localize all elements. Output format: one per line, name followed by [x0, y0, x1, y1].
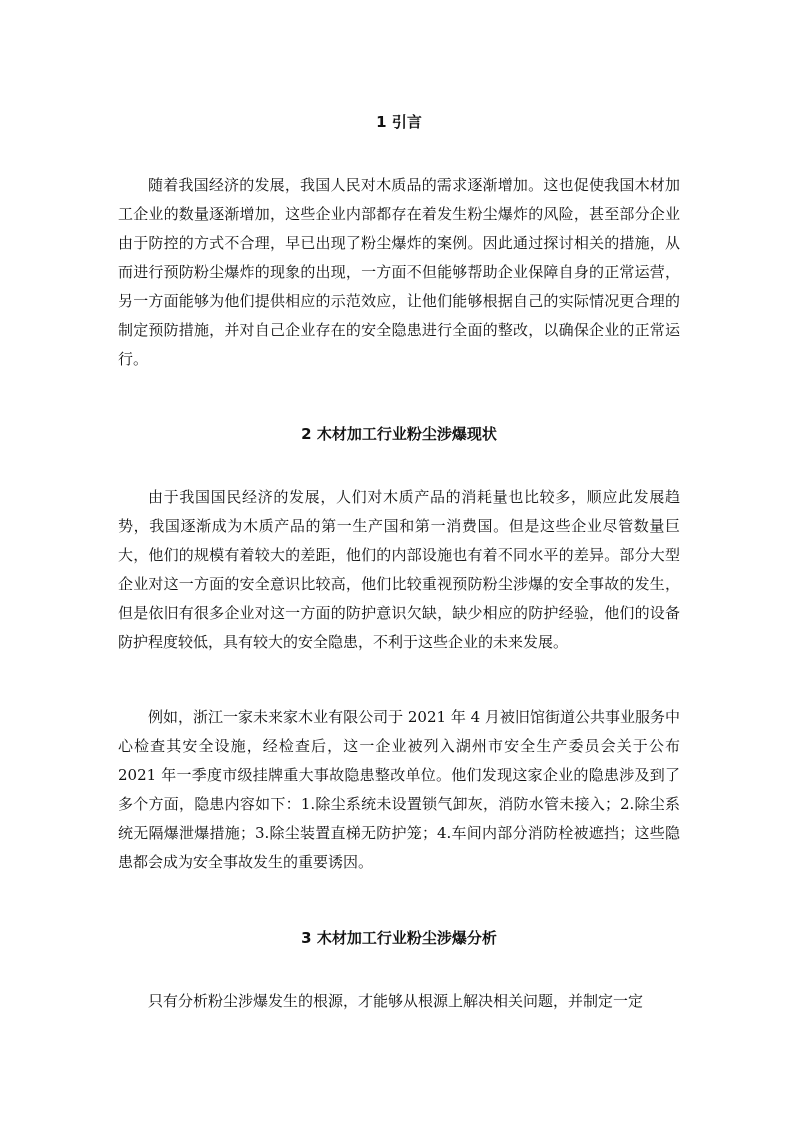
section-3-heading: 3 木材加工行业粉尘涉爆分析: [301, 929, 497, 947]
section-1-paragraph: 随着我国经济的发展，我国人民对木质品的需求逐渐增加。这也促使我国木材加工企业的数量逐渐增加，这些企业内部都存在着发生粉尘爆炸的风险，甚至部分企业由于防控的方式不合理，早已出现了粉尘爆炸的案例。因此通过探讨相关的措施，从而进行预防粉尘爆炸的现象的出现，一方面不但能够帮助企业保障自身的正常运营，另一方面能够为他们提供相应的示范效应，让他们能够根据自己的实际情况更合理的制定预防措施，并对自己企业存在的安全隐患进行全面的整改，以确保企业的正常运行。: [118, 176, 680, 368]
section-2-paragraph-2: 例如，浙江一家未来家木业有限公司于 2021 年 4 月被旧馆街道公共事业服务中心检查其安全设施，经检查后，这一企业被列入湖州市安全生产委员会关于公布 2021 年一季度市级挂牌重大事故隐患整改单位。他们发现这家企业的隐患涉及到了多个方面，隐患内容如下：1.除尘系统未设置锁气卸灰，消防水管未接入；2.除尘系统无隔爆泄爆措施；3.除尘装置直梯无防护笼；4.车间内部分消防栓被遮挡；这些隐患都会成为安全事故发生的重要诱因。: [118, 708, 680, 871]
section-1-heading: 1 引言: [376, 113, 422, 131]
section-3-paragraph: 只有分析粉尘涉爆发生的根源，才能够从根源上解决相关问题，并制定一定: [148, 992, 644, 1010]
section-2-paragraph-1: 由于我国国民经济的发展，人们对木质产品的消耗量也比较多，顺应此发展趋势，我国逐渐成为木质产品的第一生产国和第一消费国。但是这些企业尽管数量巨大，他们的规模有着较大的差距，他们的内部设施也有着不同水平的差异。部分大型企业对这一方面的安全意识比较高，他们比较重视预防粉尘涉爆的安全事故的发生，但是依旧有很多企业对这一方面的防护意识欠缺，缺少相应的防护经验，他们的设备防护程度较低，具有较大的安全隐患，不利于这些企业的未来发展。: [118, 488, 680, 651]
section-2-heading: 2 木材加工行业粉尘涉爆现状: [301, 425, 497, 443]
